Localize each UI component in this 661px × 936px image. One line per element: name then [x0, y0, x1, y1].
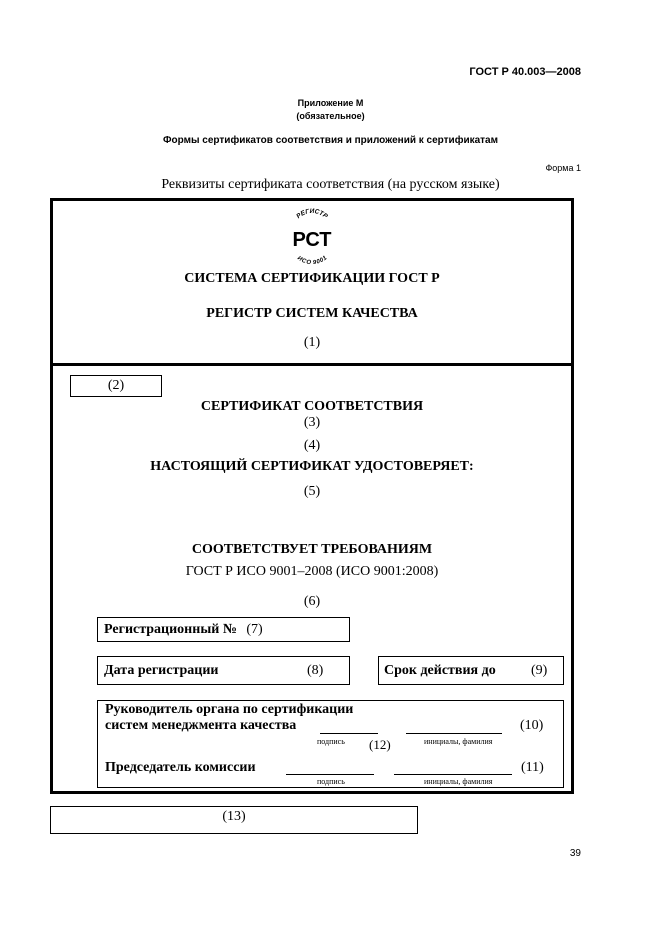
field-13-box	[50, 806, 418, 834]
chairman-signature-line	[286, 774, 374, 775]
head-initials-line	[406, 733, 502, 734]
complies-text: СООТВЕТСТВУЕТ ТРЕБОВАНИЯМ	[191, 542, 433, 557]
reg-number-label: Регистрационный №	[104, 622, 237, 637]
logo-letters: РСТ	[292, 229, 332, 251]
certificate-title: СЕРТИФИКАТ СООТВЕТСТВИЯ	[200, 399, 424, 414]
field-2: (2)	[107, 378, 125, 393]
standard-reference: ГОСТ Р ИСО 9001–2008 (ИСО 9001:2008)	[185, 564, 439, 579]
field-11: (11)	[521, 760, 544, 775]
system-name: СИСТЕМА СЕРТИФИКАЦИИ ГОСТ Р	[184, 271, 440, 286]
head-label-line2: систем менеджмента качества	[105, 718, 297, 733]
page-number: 39	[569, 848, 581, 859]
standard-code: ГОСТ Р 40.003—2008	[469, 66, 581, 78]
appendix-heading	[0, 97, 661, 123]
signatures-box	[97, 700, 564, 788]
certification-logo	[281, 208, 343, 264]
signature-caption: подпись	[317, 737, 345, 746]
reg-date-label: Дата регистрации	[104, 663, 219, 678]
certifies-text: НАСТОЯЩИЙ СЕРТИФИКАТ УДОСТОВЕРЯЕТ:	[150, 459, 474, 474]
head-signature-line	[320, 733, 378, 734]
field-2-box	[70, 375, 162, 397]
field-5: (5)	[303, 484, 321, 499]
head-label	[105, 702, 353, 734]
valid-until-label: Срок действия до	[384, 663, 496, 678]
field-9: (9)	[531, 663, 548, 678]
signature-caption-2: подпись	[317, 777, 345, 786]
field-8: (8)	[307, 663, 324, 678]
chairman-initials-line	[394, 774, 512, 775]
valid-until-box	[378, 656, 564, 685]
logo-top-text: РЕГИСТР	[295, 208, 329, 221]
reg-number-box	[97, 617, 350, 642]
field-3: (3)	[303, 415, 321, 430]
initials-caption: инициалы, фамилия	[424, 737, 493, 746]
initials-caption-2: инициалы, фамилия	[424, 777, 493, 786]
appendix-status: (обязательное)	[296, 111, 365, 121]
head-label-line1: Руководитель органа по сертификации	[105, 702, 354, 717]
logo-bottom-text: ИСО 9001	[295, 255, 329, 264]
chairman-label: Председатель комиссии	[105, 760, 256, 775]
field-10: (10)	[520, 718, 544, 733]
appendix-title: Приложение М	[297, 98, 364, 108]
requisites-title: Реквизиты сертификата соответствия (на русском языке)	[161, 177, 500, 192]
reg-date-box	[97, 656, 350, 685]
frame-divider	[50, 363, 574, 366]
form-number: Форма 1	[545, 163, 581, 173]
field-7: (7)	[246, 622, 263, 637]
field-4: (4)	[303, 438, 321, 453]
register-name: РЕГИСТР СИСТЕМ КАЧЕСТВА	[206, 306, 418, 321]
field-6: (6)	[303, 594, 321, 609]
field-1: (1)	[303, 335, 321, 350]
field-13: (13)	[222, 809, 246, 824]
section-title: Формы сертификатов соответствия и приложений к сертификатам	[162, 135, 499, 146]
field-12: (12)	[369, 737, 391, 752]
